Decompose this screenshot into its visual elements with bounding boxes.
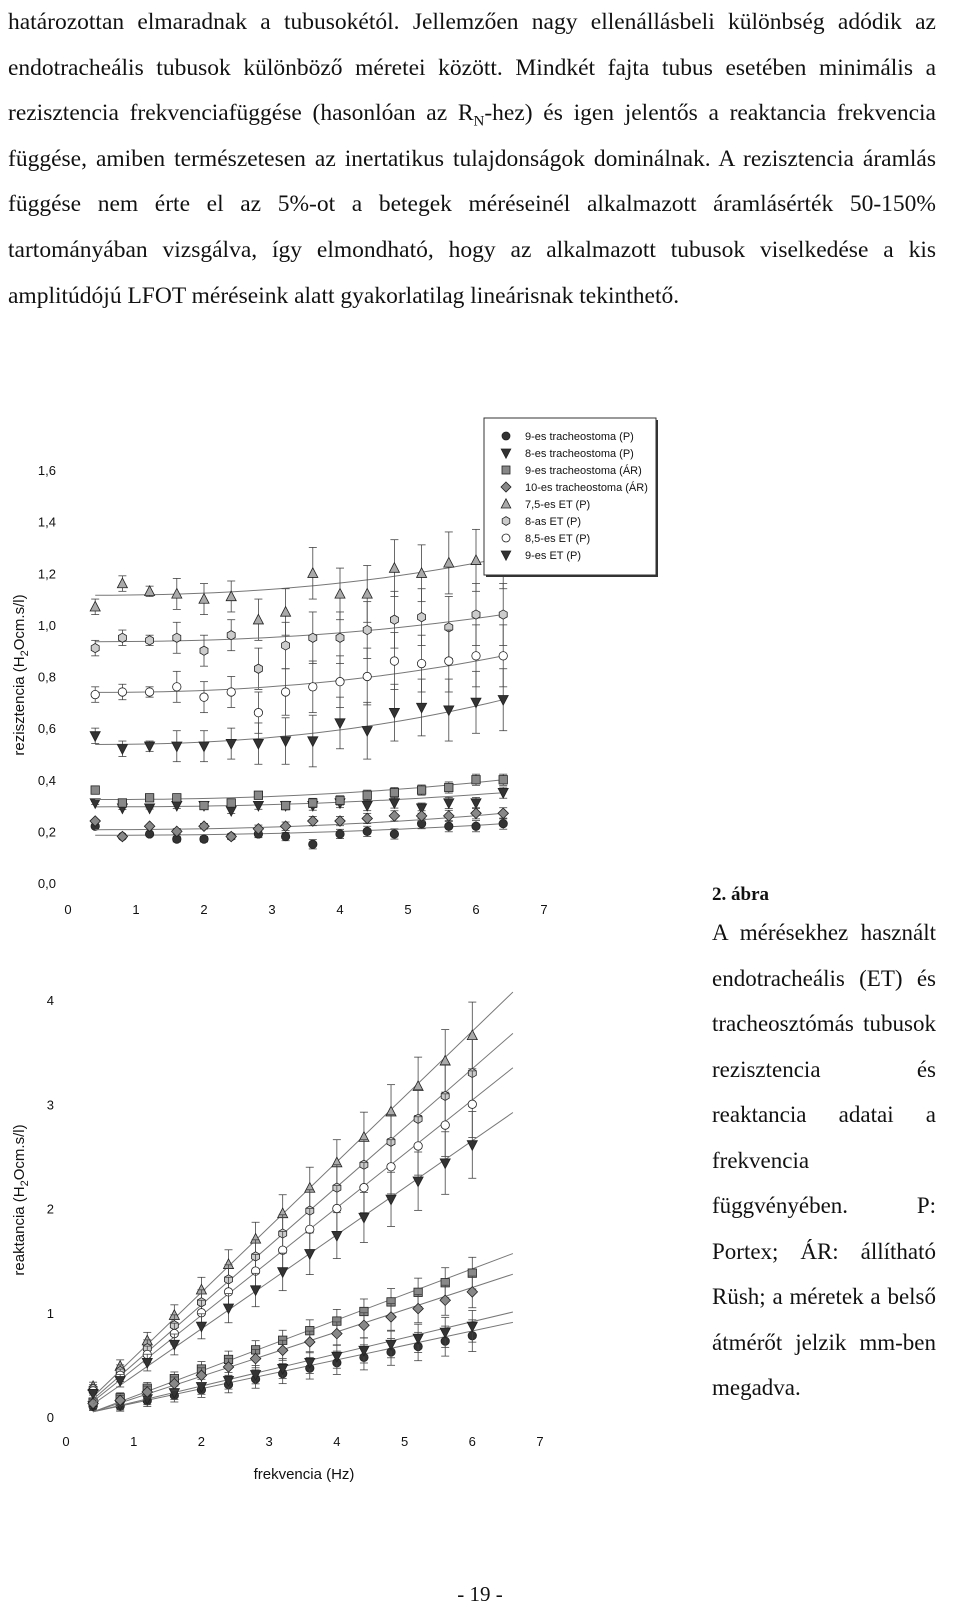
data-point xyxy=(335,588,345,598)
data-point xyxy=(440,1295,451,1306)
x-tick-label: 3 xyxy=(265,1434,273,1449)
data-point xyxy=(336,633,344,642)
legend-entry: 10-es tracheostoma (ÁR) xyxy=(525,482,648,494)
data-point xyxy=(91,690,99,698)
reactance-chart xyxy=(11,992,544,1483)
data-point xyxy=(390,615,398,624)
legend-entry: 8-es tracheostoma (P) xyxy=(525,448,634,460)
data-point xyxy=(282,641,290,650)
data-point xyxy=(173,794,181,802)
data-point xyxy=(146,636,154,645)
data-point xyxy=(498,808,509,819)
data-point xyxy=(118,633,126,642)
data-point xyxy=(199,594,209,604)
data-point xyxy=(389,799,399,809)
fit-curve xyxy=(95,615,503,642)
data-point xyxy=(199,742,209,752)
y-tick-label: 4 xyxy=(46,993,54,1008)
data-point xyxy=(278,1268,288,1278)
y-tick-label: 0,8 xyxy=(37,669,56,685)
figure-caption xyxy=(712,880,936,1411)
legend-entry: 7,5-es ET (P) xyxy=(525,499,591,511)
data-point xyxy=(389,708,399,718)
data-point xyxy=(253,614,263,624)
legend-entry: 8-as ET (P) xyxy=(525,516,582,528)
data-point xyxy=(444,811,455,822)
y-tick-label: 0,0 xyxy=(37,876,56,891)
x-tick-label: 4 xyxy=(333,1434,341,1449)
data-point xyxy=(172,742,182,752)
x-axis-label: frekvencia (Hz) xyxy=(253,1466,355,1483)
data-point xyxy=(445,822,453,830)
x-tick-label: 1 xyxy=(130,1434,138,1449)
x-tick-label: 3 xyxy=(268,902,276,917)
data-point xyxy=(306,1225,314,1233)
data-point xyxy=(200,693,208,701)
data-point xyxy=(499,819,507,827)
series-2 xyxy=(89,1254,513,1412)
data-point xyxy=(145,742,155,752)
y-tick-label: 0,4 xyxy=(37,772,56,788)
data-point xyxy=(173,633,181,642)
data-point xyxy=(308,737,318,747)
y-tick-label: 1,4 xyxy=(37,514,56,530)
y-axis-label-part: Ocm.s/l) xyxy=(11,594,28,651)
data-point xyxy=(199,821,210,832)
data-point xyxy=(362,588,372,598)
data-point xyxy=(309,683,317,691)
data-point xyxy=(413,1177,423,1187)
series-0 xyxy=(91,818,507,849)
data-point xyxy=(309,633,317,642)
data-point xyxy=(387,1163,395,1171)
y-axis-label-sub: 2 xyxy=(19,1180,31,1187)
data-point xyxy=(418,613,426,622)
data-point xyxy=(336,830,344,838)
data-point xyxy=(309,799,317,807)
paragraph-text-part1: határozottan elmaradnak a tubusokétól. Jellemzően nagy ellenállásbeli különbség adódik az endotracheális tubusok különböző méretei között. Mindkét fajta tubus esetében minimális a rezisztencia frekvenciafüggése (hasonlóan az R xyxy=(8,9,936,127)
data-point xyxy=(309,840,317,848)
fit-line xyxy=(93,1312,513,1412)
paragraph-subscript: N xyxy=(473,113,485,130)
data-point xyxy=(363,827,371,835)
data-point xyxy=(445,783,453,791)
data-point xyxy=(440,1159,450,1169)
data-point xyxy=(390,657,398,665)
data-point xyxy=(91,644,99,653)
data-point xyxy=(417,659,425,667)
data-point xyxy=(142,1358,152,1368)
data-point xyxy=(472,610,480,619)
data-point xyxy=(471,808,482,819)
data-point xyxy=(254,708,262,716)
y-tick-label: 0,6 xyxy=(37,721,56,737)
y-tick-label: 1 xyxy=(46,1305,54,1321)
data-point xyxy=(363,791,371,799)
y-axis-label-part: rezisztencia (H xyxy=(11,656,28,756)
y-axis-label-sub: 2 xyxy=(19,650,31,657)
data-point xyxy=(145,794,153,802)
data-point xyxy=(499,610,507,619)
x-tick-label: 2 xyxy=(200,902,208,917)
data-point xyxy=(254,664,262,673)
data-point xyxy=(332,1231,342,1241)
data-point xyxy=(277,1345,288,1356)
data-point xyxy=(308,568,318,578)
legend-entry: 9-es ET (P) xyxy=(525,550,582,562)
legend-entry: 9-es tracheostoma (ÁR) xyxy=(525,465,642,477)
data-point xyxy=(468,1100,476,1108)
data-point xyxy=(414,1142,422,1150)
data-point xyxy=(308,816,319,827)
y-axis-label-part: reaktancia (H xyxy=(11,1186,28,1276)
data-point xyxy=(172,588,182,598)
data-point xyxy=(118,688,126,696)
data-point xyxy=(472,776,480,784)
data-point xyxy=(362,727,372,737)
data-point xyxy=(389,563,399,573)
data-point xyxy=(254,791,262,799)
data-point xyxy=(200,801,208,809)
data-point xyxy=(467,1141,477,1151)
caption-text: A mérésekhez használt endotracheális (ET) és tracheosztómás tubusok rezisztencia és reaktancia adatai a frekvencia függvényében. P: Portex; ÁR: állítható Rüsh; a méretek a belső átmérőt jelzik mm-ben megadva. xyxy=(712,920,936,1400)
series-7 xyxy=(90,669,508,767)
data-point xyxy=(502,466,510,474)
data-point xyxy=(281,688,289,696)
figure-number: 2. ábra xyxy=(712,884,769,905)
data-point xyxy=(281,737,291,747)
data-point xyxy=(280,821,291,832)
data-point xyxy=(417,786,425,794)
data-point xyxy=(413,1081,423,1091)
data-point xyxy=(390,830,398,838)
data-point xyxy=(118,799,126,807)
data-point xyxy=(336,796,344,804)
y-tick-label: 2 xyxy=(46,1201,54,1217)
x-tick-label: 6 xyxy=(472,902,480,917)
x-tick-label: 1 xyxy=(132,902,140,917)
legend xyxy=(484,418,657,577)
data-point xyxy=(413,1334,423,1344)
y-axis-label xyxy=(11,594,31,755)
data-point xyxy=(390,788,398,796)
data-point xyxy=(90,601,100,611)
series-7 xyxy=(88,1112,513,1405)
y-tick-label: 3 xyxy=(46,1097,54,1113)
data-point xyxy=(305,1250,315,1260)
fit-line xyxy=(93,1068,513,1402)
fit-line xyxy=(93,1254,513,1412)
data-point xyxy=(226,807,236,817)
y-tick-label: 1,0 xyxy=(37,617,56,633)
data-point xyxy=(117,831,128,842)
y-tick-label: 1,2 xyxy=(37,566,56,582)
data-point xyxy=(305,1337,316,1348)
data-point xyxy=(444,557,454,567)
data-point xyxy=(227,631,235,640)
legend-entry: 9-es tracheostoma (P) xyxy=(525,431,634,443)
data-point xyxy=(336,677,344,685)
data-point xyxy=(253,739,263,749)
y-axis-label-part: Ocm.s/l) xyxy=(11,1124,28,1181)
series-5 xyxy=(91,584,507,690)
data-point xyxy=(332,1328,343,1339)
data-point xyxy=(471,555,481,565)
data-point xyxy=(502,432,510,440)
x-tick-label: 0 xyxy=(64,902,72,917)
data-point xyxy=(227,688,235,696)
data-point xyxy=(444,799,454,809)
series-6 xyxy=(89,1068,513,1402)
fit-curve xyxy=(95,700,503,745)
data-point xyxy=(117,578,127,588)
data-point xyxy=(200,835,208,843)
y-tick-label: 1,6 xyxy=(37,463,56,478)
x-tick-label: 4 xyxy=(336,902,344,917)
fit-line xyxy=(93,1033,513,1399)
y-tick-label: 0,2 xyxy=(37,824,56,840)
data-point xyxy=(250,1353,261,1364)
data-point xyxy=(281,801,289,809)
data-point xyxy=(362,813,373,824)
data-point xyxy=(472,822,480,830)
x-tick-label: 5 xyxy=(400,1434,409,1449)
resistance-chart xyxy=(11,418,657,917)
fit-curve xyxy=(95,656,503,693)
data-point xyxy=(413,1303,424,1314)
data-point xyxy=(441,1121,449,1129)
data-point xyxy=(471,799,481,809)
data-point xyxy=(502,517,510,526)
series-1 xyxy=(88,1310,513,1411)
data-point xyxy=(362,801,372,811)
data-point xyxy=(363,625,371,634)
x-tick-label: 6 xyxy=(468,1434,476,1449)
data-point xyxy=(145,586,155,596)
x-tick-label: 5 xyxy=(404,902,412,917)
data-point xyxy=(335,719,345,729)
data-point xyxy=(145,688,153,696)
y-axis-label xyxy=(11,1124,31,1275)
data-point xyxy=(386,1340,396,1350)
data-point xyxy=(360,1183,368,1191)
data-point xyxy=(117,745,127,755)
paragraph-text-part2: -hez) és igen jelentős a reaktancia frekvencia függése, amiben természetesen az inertatikus tulajdonságok dominálnak. A rezisztencia áramlás függése nem érte el az 5%-ot a betegek méréseinél alkalmazott áramlásérték 50-150% tartományában vizsgálva, így elmondható, hogy az alkalmazott tubusok viselkedése a kis amplitúdójú LFOT méréseink alatt gyakorlatilag lineárisnak tekinthető. xyxy=(8,100,936,309)
fit-line xyxy=(93,1112,513,1404)
x-tick-label: 7 xyxy=(536,1434,544,1449)
data-point xyxy=(389,811,400,822)
data-point xyxy=(502,534,510,542)
data-point xyxy=(226,831,237,842)
data-point xyxy=(200,646,208,655)
data-point xyxy=(281,607,291,617)
y-tick-label: 0 xyxy=(46,1410,54,1425)
fit-curve xyxy=(95,558,503,595)
legend-entry: 8,5-es ET (P) xyxy=(525,533,591,545)
data-point xyxy=(445,657,453,665)
data-point xyxy=(281,832,289,840)
data-point xyxy=(226,739,236,749)
x-tick-label: 0 xyxy=(62,1434,70,1449)
fit-line xyxy=(93,1274,513,1412)
series-5 xyxy=(89,1033,513,1399)
data-point xyxy=(499,652,507,660)
data-point xyxy=(333,1204,341,1212)
x-tick-label: 7 xyxy=(540,902,548,917)
data-point xyxy=(499,776,507,784)
data-point xyxy=(472,652,480,660)
data-point xyxy=(363,672,371,680)
data-point xyxy=(91,786,99,794)
data-point xyxy=(417,703,427,713)
data-point xyxy=(173,683,181,691)
data-point xyxy=(227,799,235,807)
page-number: - 19 - xyxy=(457,1582,503,1606)
series-4 xyxy=(90,527,508,641)
x-tick-label: 2 xyxy=(197,1434,206,1449)
data-point xyxy=(90,732,100,742)
